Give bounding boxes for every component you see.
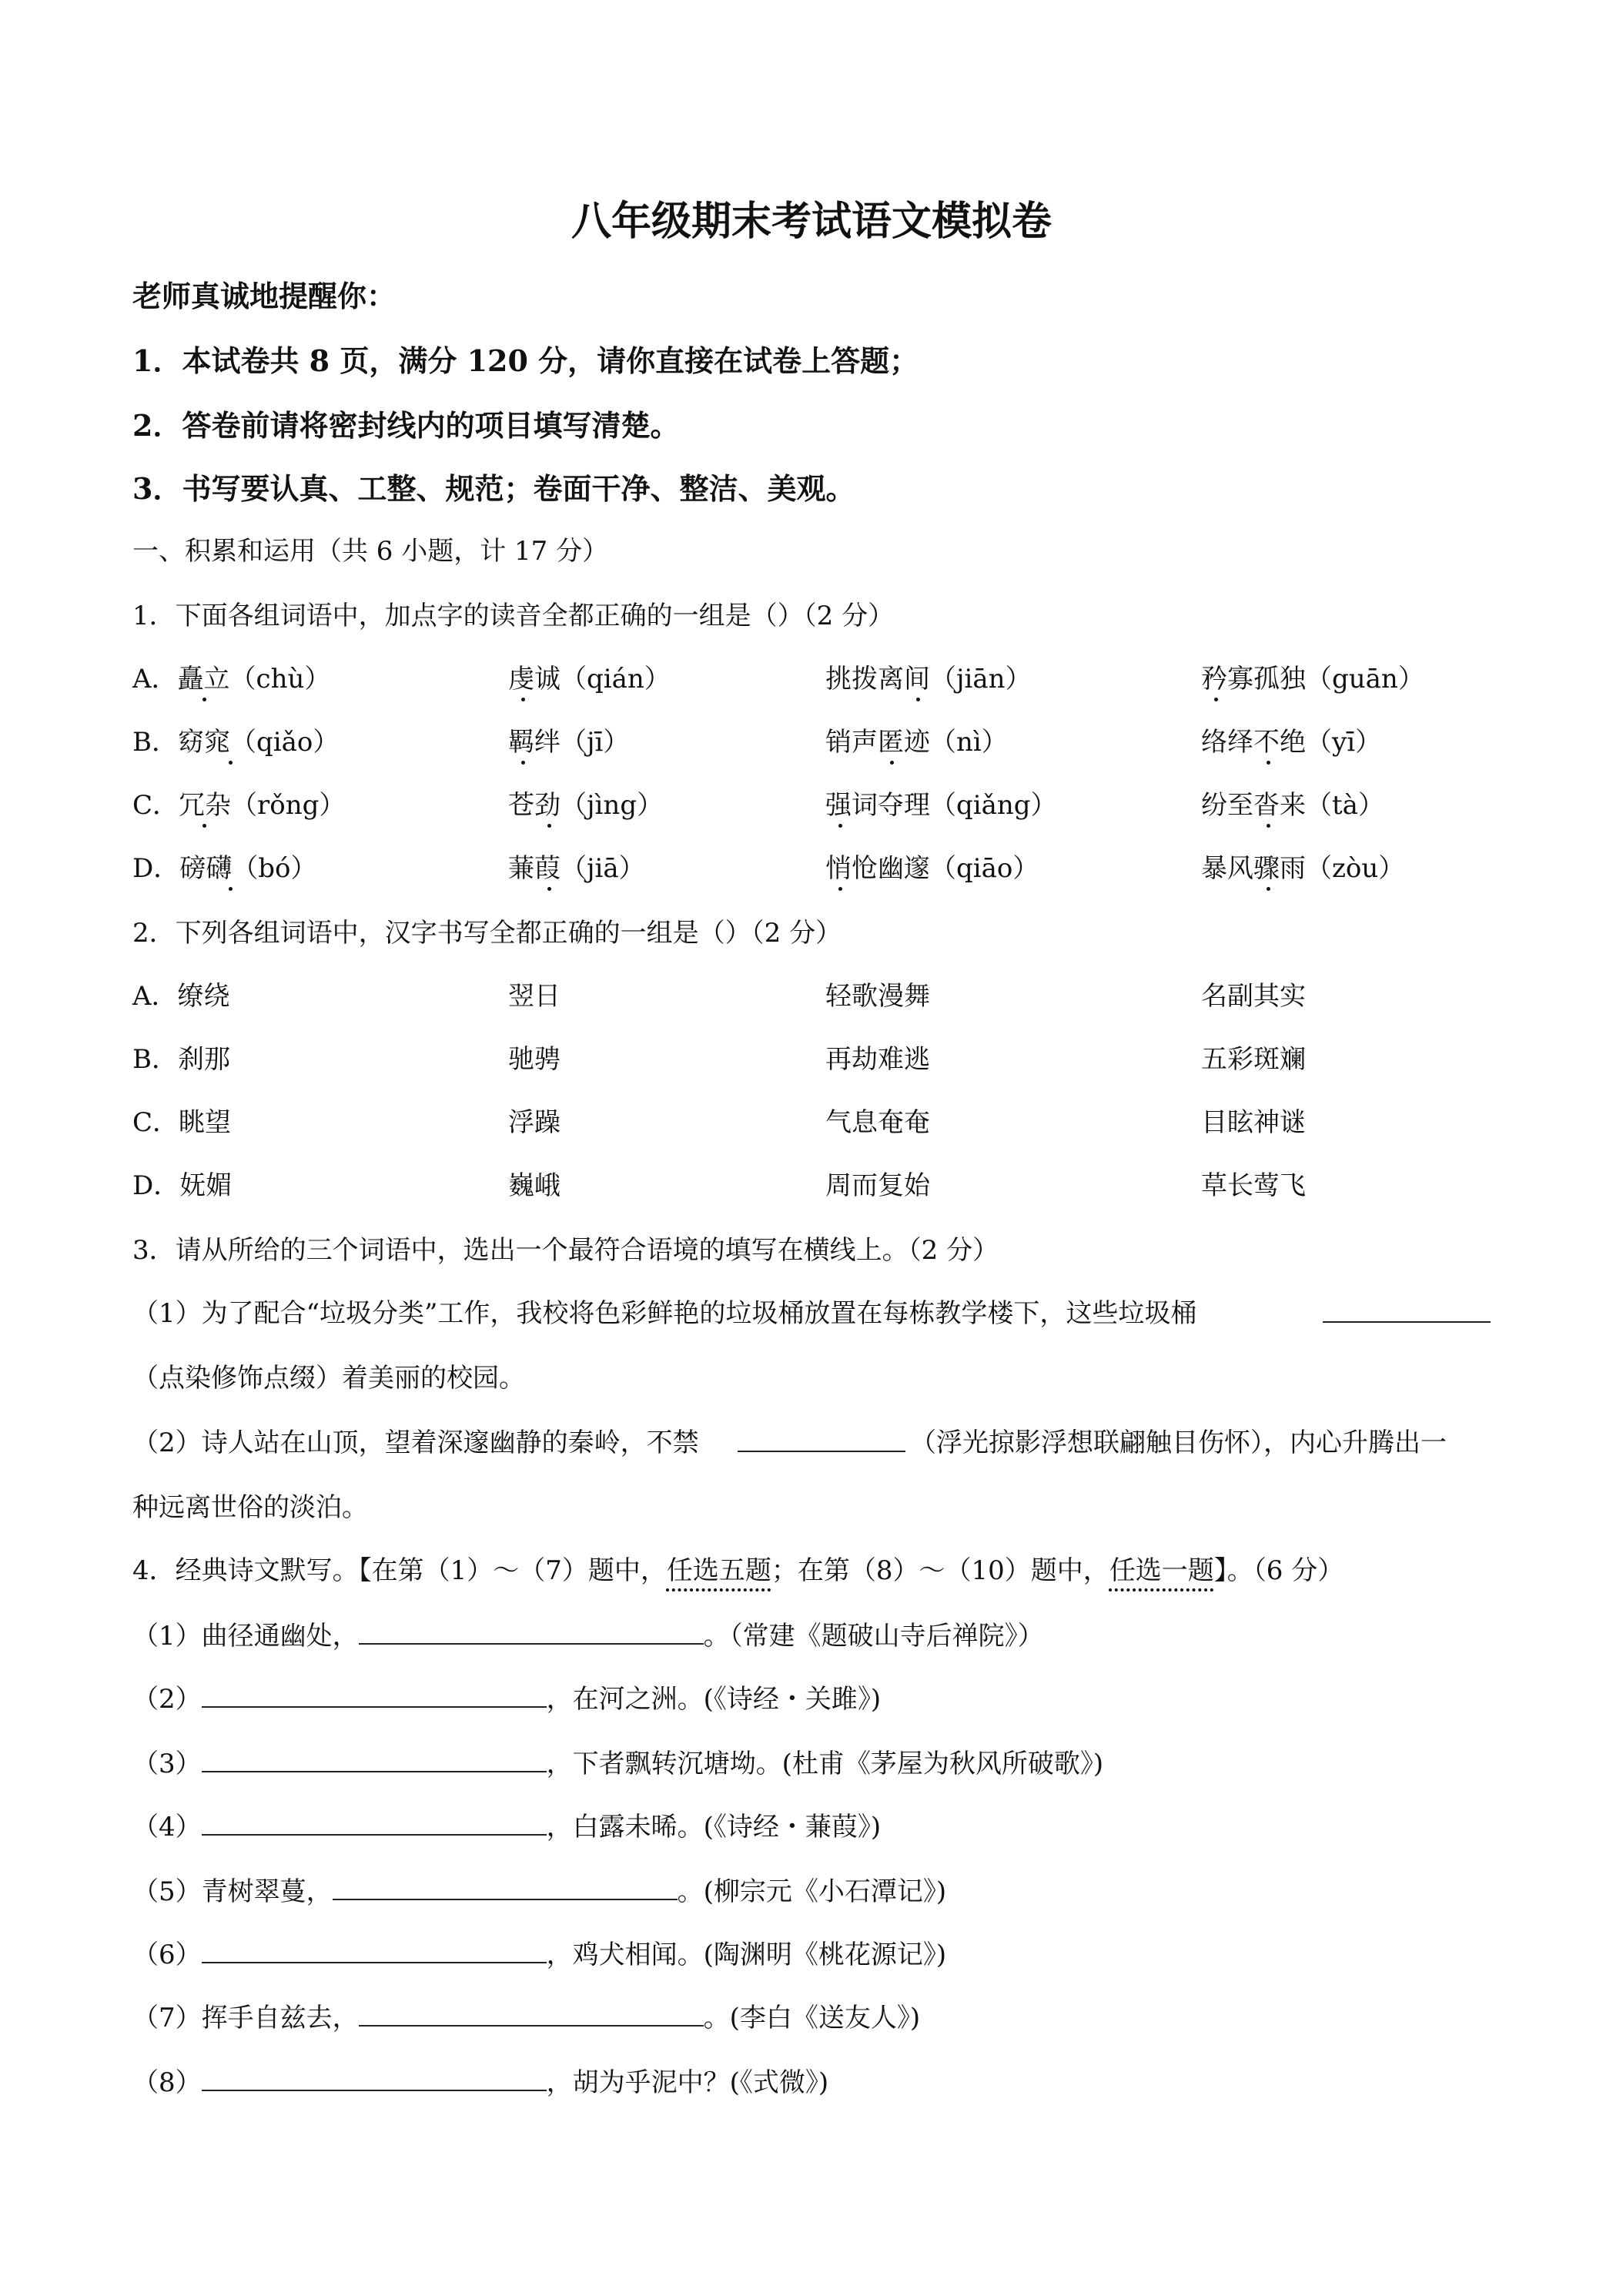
q2-option-a-word-2: 翌日 xyxy=(508,981,561,1012)
q1-option-d-word-3: 悄怆幽邃（qiāo） xyxy=(825,853,1039,884)
notice-item-2: 2．答卷前请将密封线内的项目填写清楚。 xyxy=(132,408,680,443)
q2-option-a-word-4: 名副其实 xyxy=(1201,981,1306,1012)
q2-option-c-word-2: 浮躁 xyxy=(508,1107,561,1138)
q4-stem-part-2: ；在第（8）～（10）题中， xyxy=(771,1555,1109,1586)
line-prefix: （5）青树翠蔓， xyxy=(132,1876,333,1907)
q2-option-c-word-1: C．眺望 xyxy=(132,1107,232,1138)
q2-option-b-word-3: 再劫难逃 xyxy=(825,1044,930,1075)
line-prefix: （4） xyxy=(132,1812,202,1842)
q3-part-2-continuation: 种远离世俗的淡泊。 xyxy=(132,1492,368,1523)
question-4-stem xyxy=(132,1552,1344,1589)
notice-item-3: 3．书写要认真、工整、规范；卷面干净、整洁、美观。 xyxy=(132,471,855,506)
line-suffix: ，白露未晞。(《诗经・蒹葭》) xyxy=(546,1812,882,1842)
recitation-line-4 xyxy=(132,1808,881,1846)
line-suffix: ，胡为乎泥中？(《式微》) xyxy=(546,2067,829,2098)
q2-option-a-word-1: A．缭绕 xyxy=(132,981,230,1012)
q1-option-a-word-1: A．矗立（chù） xyxy=(132,664,331,694)
q1-option-c-word-1: C．冗杂（rǒng） xyxy=(132,790,346,821)
line-suffix: 。（常建《题破山寺后禅院》） xyxy=(703,1621,1044,1652)
emphasis-dot xyxy=(1267,887,1270,891)
line-prefix: （1）曲径通幽处， xyxy=(132,1621,359,1652)
emphasis-dot xyxy=(1267,761,1270,765)
answer-blank[interactable] xyxy=(202,2063,547,2091)
q1-option-b-word-3: 销声匿迹（nì） xyxy=(825,727,1008,758)
emphasis-dot xyxy=(916,698,920,701)
question-3-stem: 3．请从所给的三个词语中，选出一个最符合语境的填写在横线上。（2 分） xyxy=(132,1235,999,1266)
answer-blank[interactable] xyxy=(202,1808,547,1836)
q1-option-c-word-4: 纷至沓来（tà） xyxy=(1201,790,1384,821)
page-title: 八年级期末考试语文模拟卷 xyxy=(571,198,1052,245)
emphasis-dot xyxy=(890,761,894,765)
emphasis-dot xyxy=(202,698,206,701)
recitation-line-8 xyxy=(132,2063,828,2101)
line-prefix: （6） xyxy=(132,1940,202,1970)
line-suffix: ，下者飘转沉塘坳。(杜甫《茅屋为秋风所破歌》) xyxy=(546,1749,1104,1779)
q1-option-b-word-2: 羁绊（jī） xyxy=(508,727,630,758)
emphasis-dot xyxy=(521,698,525,701)
q1-option-b-word-4: 络绎不绝（yī） xyxy=(1201,727,1382,758)
q1-option-c-word-2: 苍劲（jìng） xyxy=(508,790,664,821)
q3-part-1-options: （点染修饰点缀）着美丽的校园。 xyxy=(132,1363,525,1394)
answer-blank[interactable] xyxy=(333,1873,678,1900)
recitation-line-5 xyxy=(132,1873,946,1910)
q4-emphasis-choose-one: 任选一题 xyxy=(1109,1555,1214,1586)
notice-heading: 老师真诚地提醒你： xyxy=(132,279,397,313)
recitation-line-3 xyxy=(132,1745,1103,1782)
q2-option-d-word-4: 草长莺飞 xyxy=(1201,1170,1306,1201)
q1-option-a-word-3: 挑拨离间（jiān） xyxy=(825,664,1032,694)
line-prefix: （3） xyxy=(132,1749,202,1779)
q4-stem-part-1: 4．经典诗文默写。【在第（1）～（7）题中， xyxy=(132,1555,667,1586)
q2-option-c-word-3: 气息奄奄 xyxy=(825,1107,930,1138)
emphasis-dot xyxy=(521,761,525,765)
q2-option-d-word-3: 周而复始 xyxy=(825,1170,930,1201)
emphasis-dot xyxy=(838,824,842,828)
q2-option-c-word-4: 目眩神谜 xyxy=(1201,1107,1306,1138)
line-prefix: （8） xyxy=(132,2067,202,2098)
q3-part-1-answer-blank[interactable] xyxy=(1323,1321,1491,1323)
q2-option-b-word-4: 五彩斑斓 xyxy=(1201,1044,1306,1075)
q3-part-1-text: （1）为了配合“垃圾分类”工作，我校将色彩鲜艳的垃圾桶放置在每栋教学楼下，这些垃圾桶 xyxy=(132,1298,1197,1329)
emphasis-dot xyxy=(547,824,551,828)
q2-option-d-word-2: 巍峨 xyxy=(508,1170,561,1201)
q3-part-2-options: （浮光掠影浮想联翩触目伤怀），内心升腾出一 xyxy=(910,1427,1447,1458)
q3-part-2-text: （2）诗人站在山顶，望着深邃幽静的秦岭，不禁 xyxy=(132,1427,699,1458)
notice-item-1: 1．本试卷共 8 页，满分 120 分，请你直接在试卷上答题； xyxy=(132,343,919,378)
q1-option-d-word-4: 暴风骤雨（zòu） xyxy=(1201,853,1405,884)
line-suffix: ，在河之洲。(《诗经・关雎》) xyxy=(546,1684,882,1715)
question-1-stem: 1．下面各组词语中，加点字的读音全都正确的一组是（）（2 分） xyxy=(132,601,895,631)
recitation-line-7 xyxy=(132,1999,920,2037)
emphasis-dot xyxy=(202,824,206,828)
q2-option-b-word-2: 驰骋 xyxy=(508,1044,561,1075)
emphasis-dot xyxy=(1267,824,1270,828)
q1-option-c-word-3: 强词夺理（qiǎng） xyxy=(825,790,1057,821)
line-prefix: （7）挥手自兹去， xyxy=(132,2003,359,2033)
q1-option-d-word-1: D．磅礴（bó） xyxy=(132,853,317,884)
answer-blank[interactable] xyxy=(202,1936,547,1963)
line-suffix: 。(李白《送友人》) xyxy=(703,2003,921,2033)
answer-blank[interactable] xyxy=(202,1680,547,1708)
question-2-stem: 2．下列各组词语中，汉字书写全都正确的一组是（）（2 分） xyxy=(132,918,842,949)
recitation-line-1 xyxy=(132,1617,1044,1655)
recitation-line-6 xyxy=(132,1936,946,1973)
emphasis-dot xyxy=(838,887,842,891)
q2-option-d-word-1: D．妩媚 xyxy=(132,1170,233,1201)
q1-option-d-word-2: 蒹葭（jiā） xyxy=(508,853,645,884)
line-prefix: （2） xyxy=(132,1684,202,1715)
q1-option-a-word-4: 矜寡孤独（guān） xyxy=(1201,664,1424,694)
q3-part-2-answer-blank[interactable] xyxy=(738,1451,905,1452)
section-heading: 一、积累和运用（共 6 小题，计 17 分） xyxy=(132,536,609,567)
recitation-line-2 xyxy=(132,1680,881,1718)
line-suffix: ，鸡犬相闻。(陶渊明《桃花源记》) xyxy=(546,1940,947,1970)
answer-blank[interactable] xyxy=(359,1617,704,1645)
answer-blank[interactable] xyxy=(202,1745,547,1772)
emphasis-dot xyxy=(229,761,233,765)
line-suffix: 。(柳宗元《小石潭记》) xyxy=(677,1876,947,1907)
q1-option-b-word-1: B．窈窕（qiǎo） xyxy=(132,727,340,758)
emphasis-dot xyxy=(229,887,233,891)
emphasis-dot xyxy=(1214,698,1218,701)
emphasis-dot xyxy=(547,887,551,891)
q4-emphasis-choose-five: 任选五题 xyxy=(666,1555,771,1586)
q2-option-a-word-3: 轻歌漫舞 xyxy=(825,981,930,1012)
answer-blank[interactable] xyxy=(359,1999,704,2027)
q2-option-b-word-1: B．刹那 xyxy=(132,1044,230,1075)
q4-stem-part-3: 】。（6 分） xyxy=(1213,1555,1344,1586)
q1-option-a-word-2: 虔诚（qián） xyxy=(508,664,671,694)
